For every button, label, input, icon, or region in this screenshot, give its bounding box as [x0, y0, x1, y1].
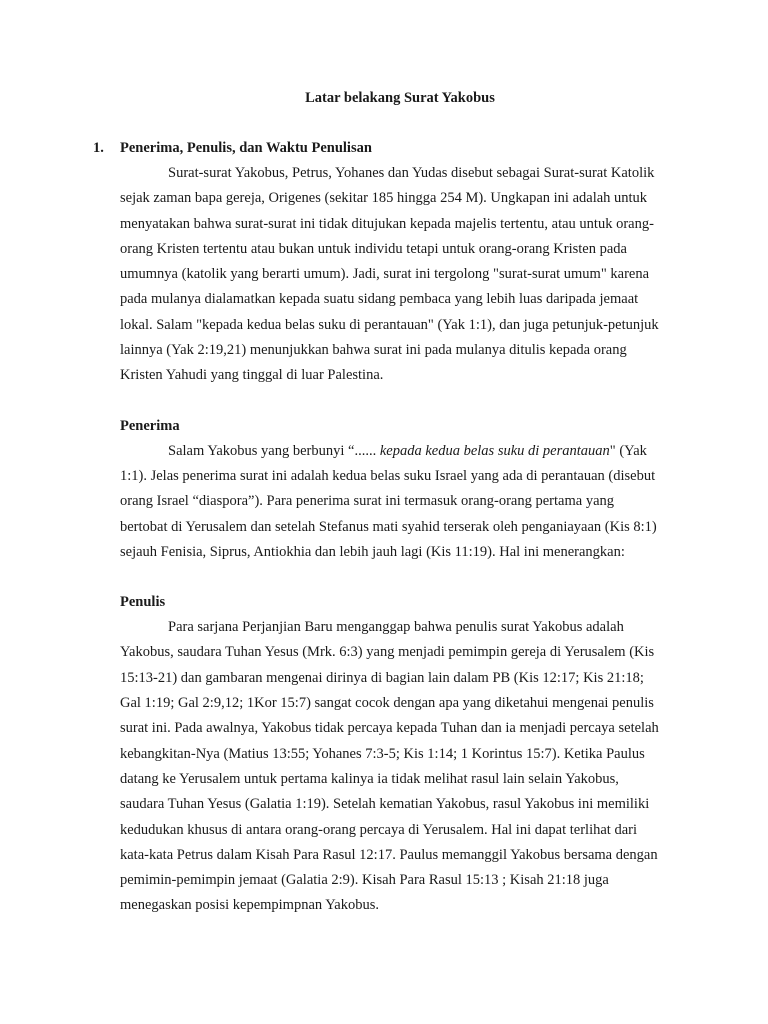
- penerima-paragraph: [120, 439, 664, 565]
- document-title: Latar belakang Surat Yakobus: [305, 90, 495, 106]
- section-number: 1.: [93, 140, 104, 156]
- intro-paragraph: Surat-surat Yakobus, Petrus, Yohanes dan Yudas disebut sebagai Surat-surat Katolik sejak zaman bapa gereja, Origenes (sekitar 185 hingga 254 M). Ungkapan ini adalah untuk menyatakan bahwa surat-surat ini tidak ditujukan kepada majelis tertentu, atau untuk orang-orang Kristen tertentu atau bukan untuk individu tetapi untuk orang-orang Kristen pada umumnya (katolik yang berarti umum). Jadi, surat ini tergolong "surat-surat umum" karena pada mulanya dialamatkan kepada suatu sidang pembaca yang lebih luas daripada jemaat lokal. Salam "kepada kedua belas suku di perantauan" (Yak 1:1), dan juga petunjuk-petunjuk lainnya (Yak 2:19,21) menunjukkan bahwa surat ini pada mulanya ditulis kepada orang Kristen Yahudi yang tinggal di luar Palestina.: [120, 165, 659, 384]
- penerima-text-before: Salam Yakobus yang berbunyi “......: [168, 442, 380, 459]
- section-heading-text: Penerima, Penulis, dan Waktu Penulisan: [120, 140, 372, 156]
- penulis-paragraph: Para sarjana Perjanjian Baru menganggap bahwa penulis surat Yakobus adalah Yakobus, saudara Tuhan Yesus (Mrk. 6:3) yang menjadi pemimpin gereja di Yerusalem (Kis 15:13-21) dan gambaran mengenai dirinya di bagian lain dalam PB (Kis 12:17; Kis 21:18; Gal 1:19; Gal 2:9,12; 1Kor 15:7) sangat cocok dengan apa yang diketahui mengenai penulis surat ini. Pada awalnya, Yakobus tidak percaya kepada Tuhan dan ia menjadi percaya setelah kebangkitan-Nya (Matius 13:55; Yohanes 7:3-5; Kis 1:14; 1 Korintus 15:7). Ketika Paulus datang ke Yerusalem untuk pertama kalinya ia tidak melihat rasul lain selain Yakobus, saudara Tuhan Yesus (Galatia 1:19). Setelah kematian Yakobus, rasul Yakobus ini memiliki kedudukan khusus di antara orang-orang percaya di Yerusalem. Hal ini dapat terlihat dari kata-kata Petrus dalam Kisah Para Rasul 12:17. Paulus memanggil Yakobus bersama dengan pemimin-pemimpin jemaat (Galatia 2:9). Kisah Para Rasul 15:13 ; Kisah 21:18 juga menegaskan posisi kepempimpnan Yakobus.: [120, 619, 659, 914]
- penerima-heading: Penerima: [120, 417, 180, 434]
- section-heading: [93, 136, 664, 161]
- spacer: [120, 565, 664, 590]
- spacer: [120, 389, 664, 414]
- penulis-heading: Penulis: [120, 594, 166, 611]
- penerima-text-italic: kepada kedua belas suku di perantauan: [379, 442, 610, 459]
- penerima-text-after: " (Yak 1:1). Jelas penerima surat ini adalah kedua belas suku Israel yang ada di perantauan (disebut orang Israel “diaspora”). Para penerima surat ini termasuk orang-orang pertama yang bertobat di Yerusalem dan setelah Stefanus mati syahid terserak oleh penganiayaan (Kis 8:1) sejauh Fenisia, Siprus, Antiokhia dan lebih jauh lagi (Kis 11:19). Hal ini menerangkan:: [120, 442, 657, 560]
